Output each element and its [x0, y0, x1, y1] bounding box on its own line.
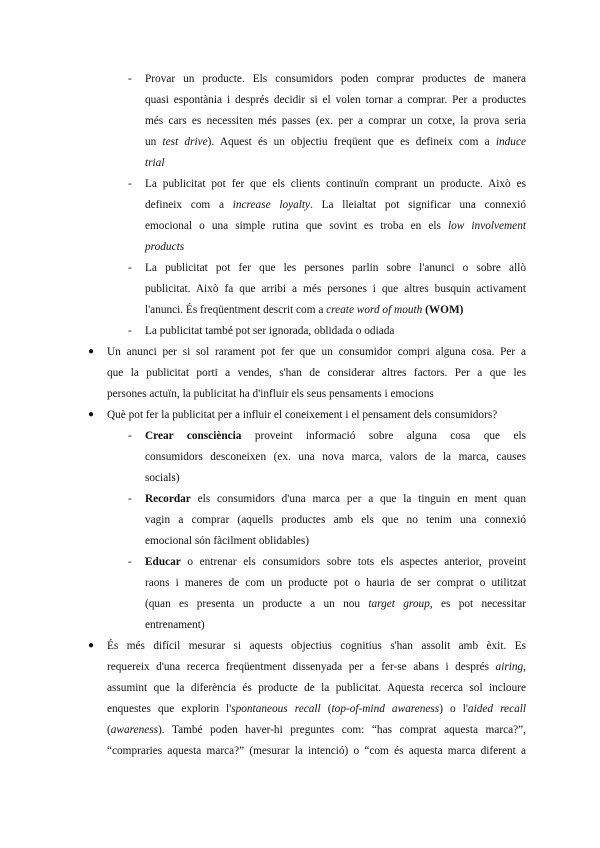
paragraph-line: un test drive). Aquest és un objectiu freqüent que es defineix com a induce	[145, 136, 526, 148]
dash-marker: -	[128, 262, 132, 274]
paragraph-line: És més difícil mesurar si aquests objectius cognitius s'han assolit amb èxit. Es	[107, 640, 526, 652]
paragraph-line: emocional o una simple rutina que sovint es troba en els low involvement	[145, 220, 526, 232]
paragraph-line: Crear consciència proveint informació sobre alguna cosa que els	[145, 430, 526, 442]
paragraph-line: La publicitat pot fer que els clients continuïn comprant un producte. Això es	[145, 178, 526, 190]
paragraph-line: “compraries aquesta marca?” (mesurar la intenció) o “com és aquesta marca diferent a	[107, 745, 526, 757]
paragraph-line: persones actuïn, la publicitat ha d'influir els seus pensaments i emocions	[107, 388, 434, 400]
dash-marker: -	[128, 73, 132, 85]
paragraph-line: vagin a comprar (aquells productes amb els que no tenim una connexió	[145, 514, 526, 526]
paragraph-line: l'anunci. És freqüentment descrit com a create word of mouth (WOM)	[145, 304, 464, 316]
paragraph-line: emocional són fàcilment oblidables)	[145, 535, 310, 547]
dash-marker: -	[128, 178, 132, 190]
paragraph-line: publicitat. Això fa que arribi a més persones i que altres busquin activament	[145, 283, 526, 295]
paragraph-line: socials)	[145, 472, 180, 484]
dash-marker: -	[128, 556, 132, 568]
paragraph-line: consumidors desconeixen (ex. una nova marca, valors de la marca, causes	[145, 451, 526, 463]
paragraph-line: (awareness). També poden haver-hi preguntes com: “has comprat aquesta marca?”,	[107, 724, 526, 736]
bullet-marker: ●	[88, 640, 95, 651]
paragraph-line: (quan es presenta un producte a un nou target group, es pot necessitar	[145, 598, 526, 610]
paragraph-line: Educar o entrenar els consumidors sobre tots els aspectes anterior, proveint	[145, 556, 526, 568]
paragraph-line: Recordar els consumidors d'una marca per a que la tinguin en ment quan	[145, 493, 526, 505]
paragraph-line: més cars es necessiten més passes (ex. per a comprar un cotxe, la prova seria	[145, 115, 526, 127]
paragraph-line: Un anunci per si sol rarament pot fer que un consumidor compri alguna cosa. Per a	[107, 346, 526, 358]
paragraph-line: raons i maneres de com un producte pot o hauria de ser comprat o utilitzat	[145, 577, 526, 589]
bullet-marker: ●	[88, 346, 95, 357]
paragraph-line: La publicitat pot fer que les persones parlin sobre l'anunci o sobre allò	[145, 262, 526, 274]
dash-marker: -	[128, 430, 132, 442]
paragraph-line: defineix com a increase loyalty. La lleialtat pot significar una connexió	[145, 199, 526, 211]
paragraph-line: requereix d'una recerca freqüentment dissenyada per a fer-se abans i després airing,	[107, 661, 526, 673]
paragraph-line: quasi espontània i després decidir si el volen tornar a comprar. Per a productes	[145, 94, 526, 106]
paragraph-line: Què pot fer la publicitat per a influir el coneixement i el pensament dels consumidors?	[107, 409, 498, 421]
paragraph-line: Provar un producte. Els consumidors poden comprar productes de manera	[145, 73, 526, 85]
paragraph-line: assumint que la diferència és producte de la publicitat. Aquesta recerca sol incloure	[107, 682, 526, 694]
paragraph-line: que la publicitat porti a vendes, s'han de considerar altres factors. Per a que les	[107, 367, 526, 379]
paragraph-line: enquestes que explorin l'spontaneous recall (top-of-mind awareness) o l'aided recall	[107, 703, 527, 715]
paragraph-line: La publicitat també pot ser ignorada, oblidada o odiada	[145, 325, 395, 337]
bullet-marker: ●	[88, 409, 95, 420]
paragraph-line: products	[145, 241, 185, 253]
dash-marker: -	[128, 493, 132, 505]
paragraph-line: entrenament)	[145, 619, 205, 631]
dash-marker: -	[128, 325, 132, 337]
paragraph-line: trial	[145, 157, 165, 169]
